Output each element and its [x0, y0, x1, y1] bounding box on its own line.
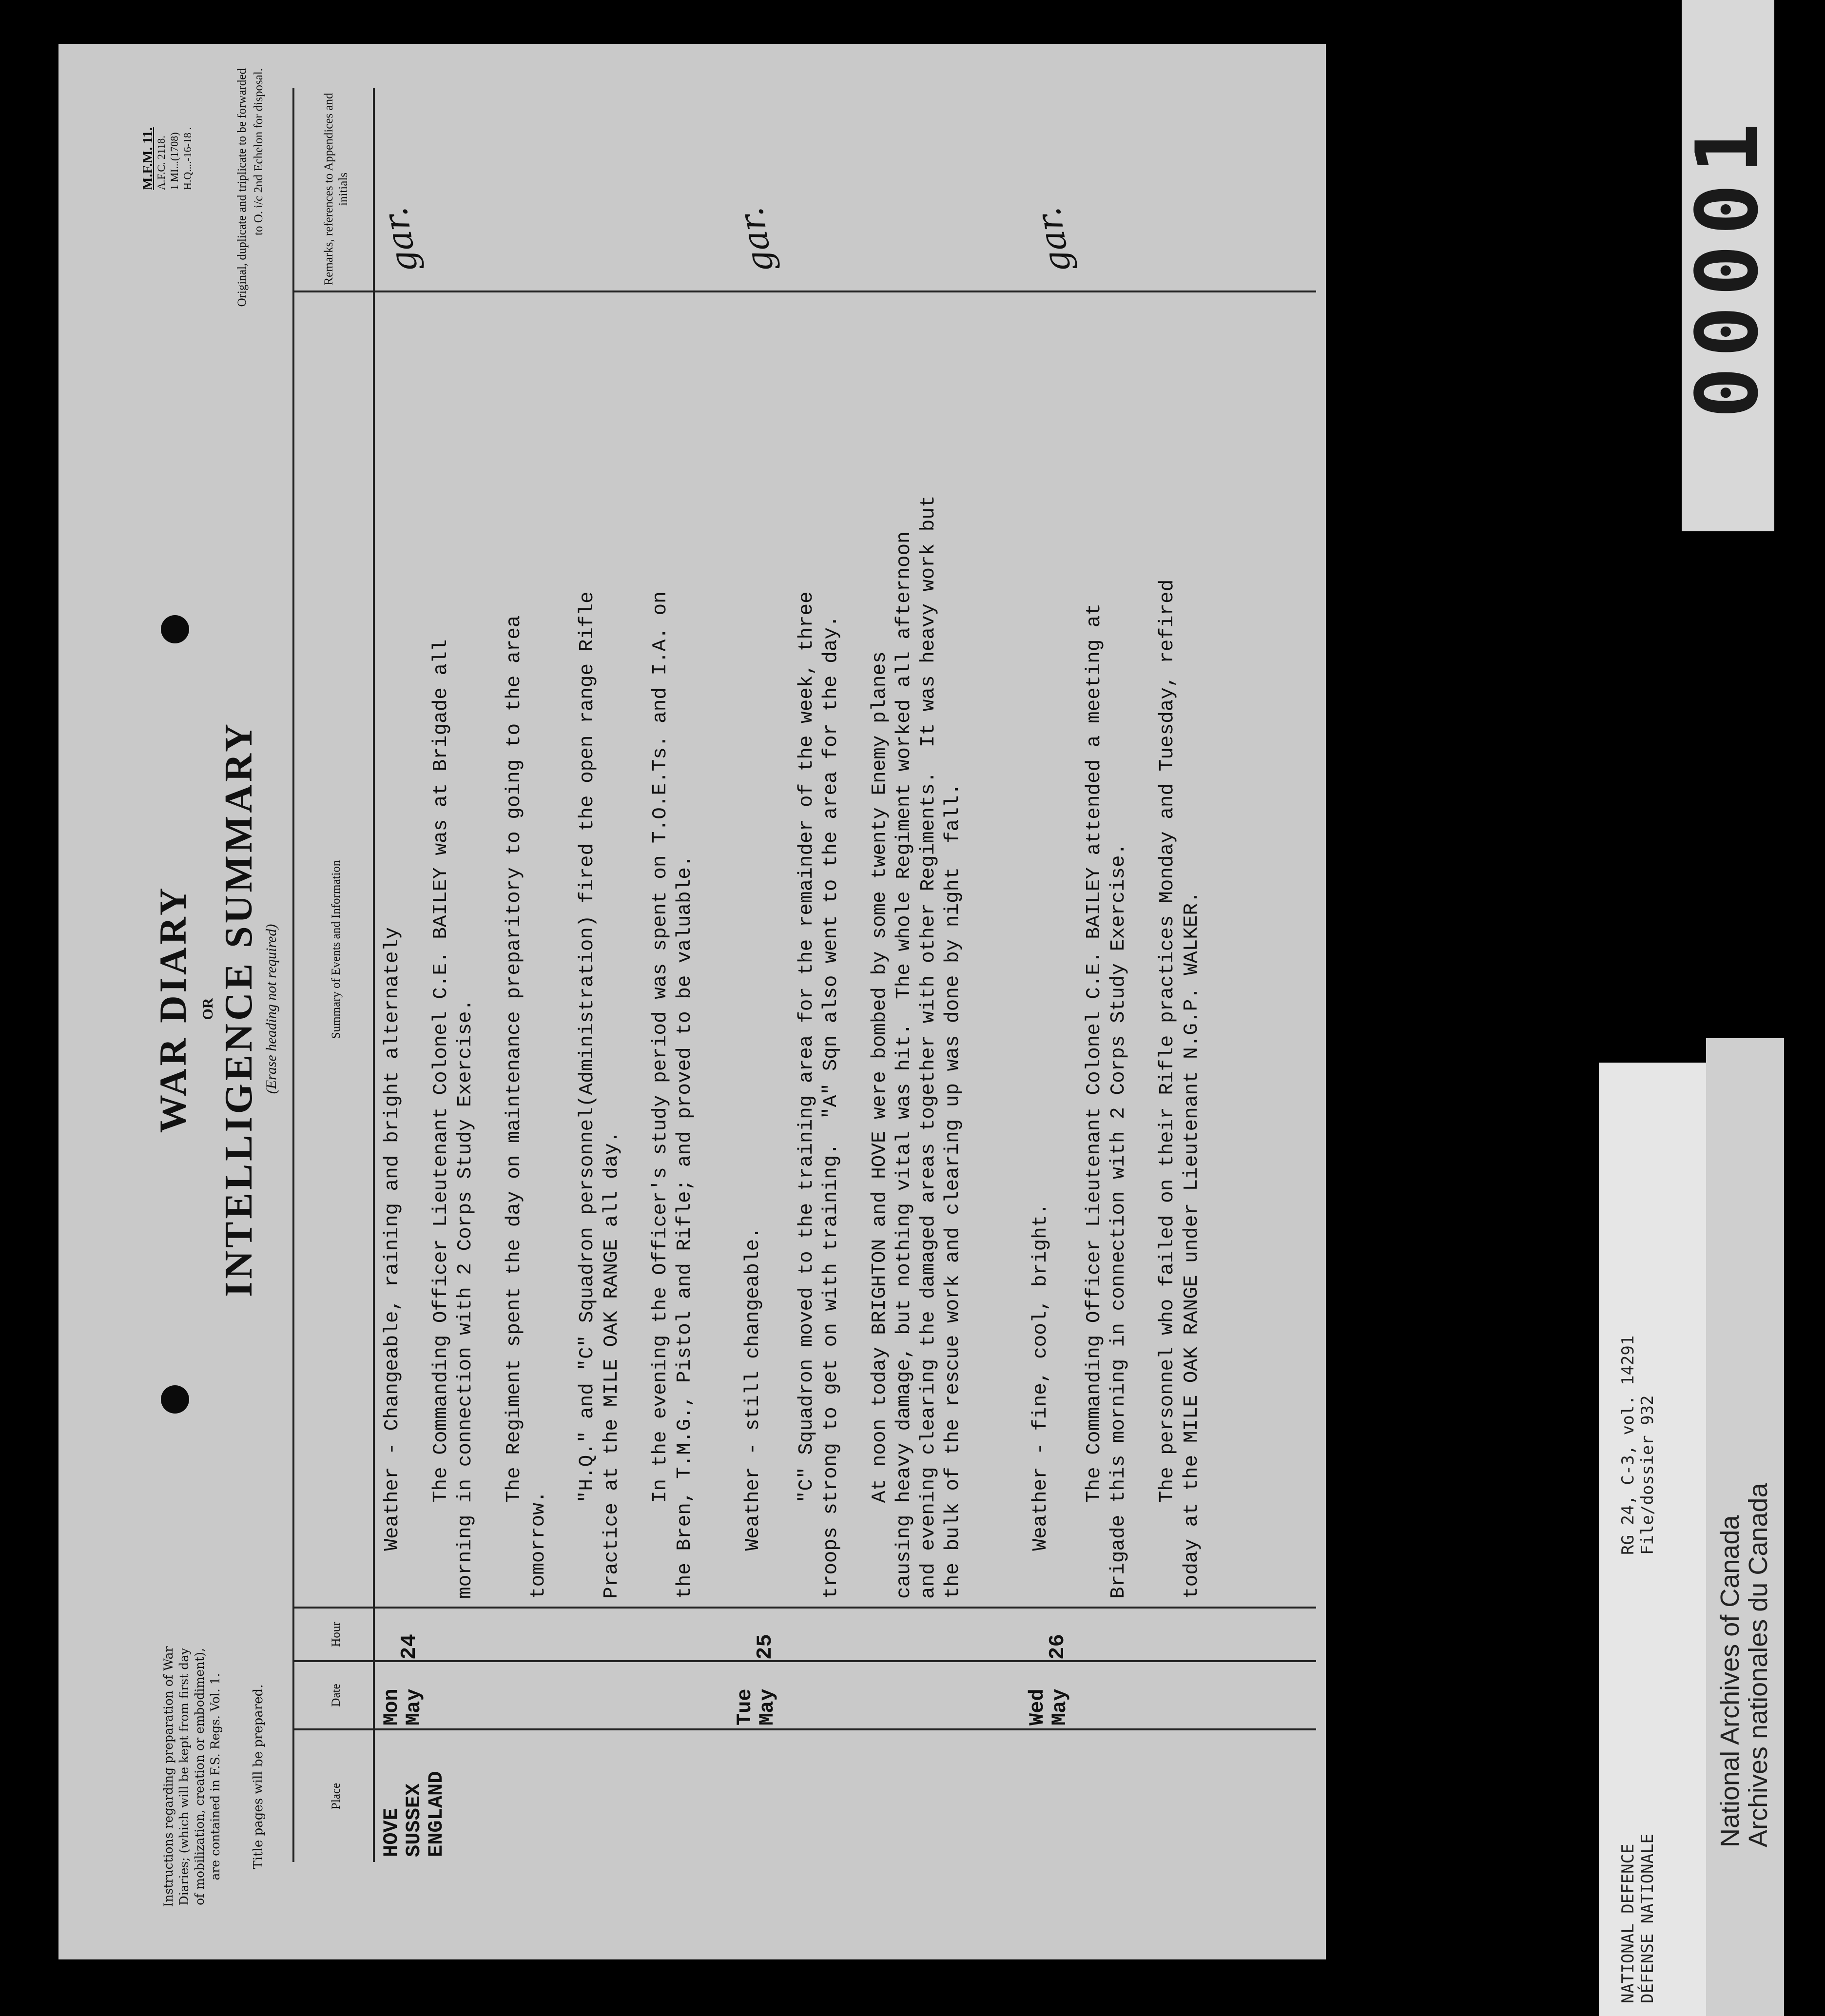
entry-text: "H.Q." and "C" Squadron personnel(Administration) fired the open range Rifle Practice at the MILE OAK RANGE all day.	[576, 591, 623, 1599]
column-header-place: Place	[330, 1783, 343, 1810]
date-day: Tue	[733, 1688, 757, 1725]
record-group-reference	[1618, 1336, 1657, 1555]
initials-signature: gar.	[1028, 204, 1079, 276]
entry-text: In the evening the Officer's study period was spent on T.O.E.Ts. and I.A. on the Bren, T.M.G., Pistol and Rifle; and proved to be valuable.	[649, 591, 696, 1599]
initials-signature: gar.	[730, 204, 782, 276]
archive-reference-label	[1599, 1063, 1706, 2016]
original-distribution-note	[234, 68, 267, 536]
punch-hole	[161, 1385, 189, 1414]
title-war-diary: WAR DIARY	[152, 885, 194, 1133]
table-top-rule	[292, 88, 294, 1862]
column-divider	[292, 1660, 1316, 1662]
place-value: HOVE SUSSEX ENGLAND	[380, 1771, 448, 1857]
date-number: 26	[1046, 1634, 1070, 1660]
reference-volume: RG 24, C-3, vol. 14291	[1618, 1335, 1638, 1555]
form-code	[141, 73, 194, 190]
column-header-hour: Hour	[330, 1622, 343, 1647]
date-month: May	[756, 1688, 779, 1725]
form-code-line: H.Q....-16-18 .	[181, 127, 194, 190]
entry-text: The Commanding Officer Lieutenant Colonel C.E. BAILEY attended a meeting at Brigade this morning in connection with 2 Corps Study Exercise.	[1083, 603, 1130, 1599]
entry-text: The personnel who failed on their Rifle practices Monday and Tuesday, refired today at the MILE OAK RANGE under Lieutenant N.G.P. WALKER.	[1156, 579, 1203, 1599]
date-day: Wed	[1026, 1688, 1049, 1725]
column-divider	[292, 291, 1316, 292]
title-intelligence-summary: INTELLIGENCE SUMMARY	[217, 721, 260, 1297]
table-header-rule	[373, 88, 375, 1862]
initials-signature: gar.	[374, 204, 426, 276]
entry-text: The Regiment spent the day on maintenance preparitory to going to the area tomorrow.	[503, 615, 550, 1599]
title-pages-note: Title pages will be prepared.	[251, 1684, 266, 1869]
form-code-line: 1 MI...(1708)	[168, 132, 180, 190]
punch-hole	[161, 615, 189, 643]
archive-name	[1716, 1483, 1772, 1847]
war-diary-page	[58, 44, 1326, 1959]
entry-text: Weather - fine, cool, bright.	[1029, 1203, 1052, 1599]
form-code-line: A.F.C. 2118.	[155, 136, 167, 190]
title-erase-note: (Erase heading not required)	[263, 924, 279, 1094]
department-fr: DÉFENSE NATIONALE	[1638, 1834, 1657, 2003]
department-name	[1618, 1834, 1657, 2003]
frame-number-strip	[1678, 0, 1777, 531]
column-header-remarks: Remarks, references to Appendices and initials	[322, 93, 350, 286]
column-divider	[292, 1607, 1316, 1609]
war-diary-sheet	[58, 44, 1326, 1959]
column-header-summary: Summary of Events and Information	[330, 860, 343, 1039]
archive-name-label	[1706, 1038, 1784, 2016]
date-month: May	[402, 1688, 426, 1725]
archive-name-en: National Archives of Canada	[1715, 1515, 1745, 1847]
department-en: NATIONAL DEFENCE	[1618, 1843, 1638, 2003]
column-header-date: Date	[330, 1684, 343, 1707]
date-day: Mon	[380, 1688, 403, 1725]
original-note-line: to O. i/c 2nd Echelon for disposal.	[252, 68, 265, 235]
archive-name-fr: Archives nationales du Canada	[1744, 1483, 1773, 1847]
frame-number: 00001	[1678, 113, 1777, 419]
original-note-line: Original, duplicate and triplicate to be forwarded	[235, 68, 249, 307]
date-number: 25	[753, 1634, 777, 1660]
date-number: 24	[397, 1634, 422, 1660]
date-month: May	[1048, 1688, 1071, 1725]
form-code-title: M.F.M. 11.	[140, 127, 155, 190]
entry-text: The Commanding Officer Lieutenant Colonel C.E. BAILEY was at Brigade all morning in connection with 2 Corps Study Exercise.	[430, 639, 477, 1599]
reference-file: File/dossier 932	[1638, 1395, 1657, 1555]
instructions-note: Instructions regarding preparation of War Diaries; (which will be kept from first day of mobilization, creation or embodiment), are contained in F.S. Regs. Vol. 1.	[161, 1646, 222, 1907]
entry-text: Weather - still changeable.	[742, 1227, 764, 1599]
entry-text: "C" Squadron moved to the training area for the remainder of the week, three troops strong to get on with training. "A" Sqn also went to the area for the day.	[796, 591, 842, 1599]
entry-text: Weather - Changeable, raining and bright alternately	[381, 927, 404, 1599]
entry-text: At noon today BRIGHTON and HOVE were bombed by some twenty Enemy planes causing heavy damage, but nothing vital was hit. The whole Regiment worked all afternoon and evening clearing the damaged areas together with other Regiments. It was heavy work but the bulk of the rescue work and clearing up was done by night fall.	[869, 495, 964, 1599]
title-or: OR	[200, 998, 216, 1020]
